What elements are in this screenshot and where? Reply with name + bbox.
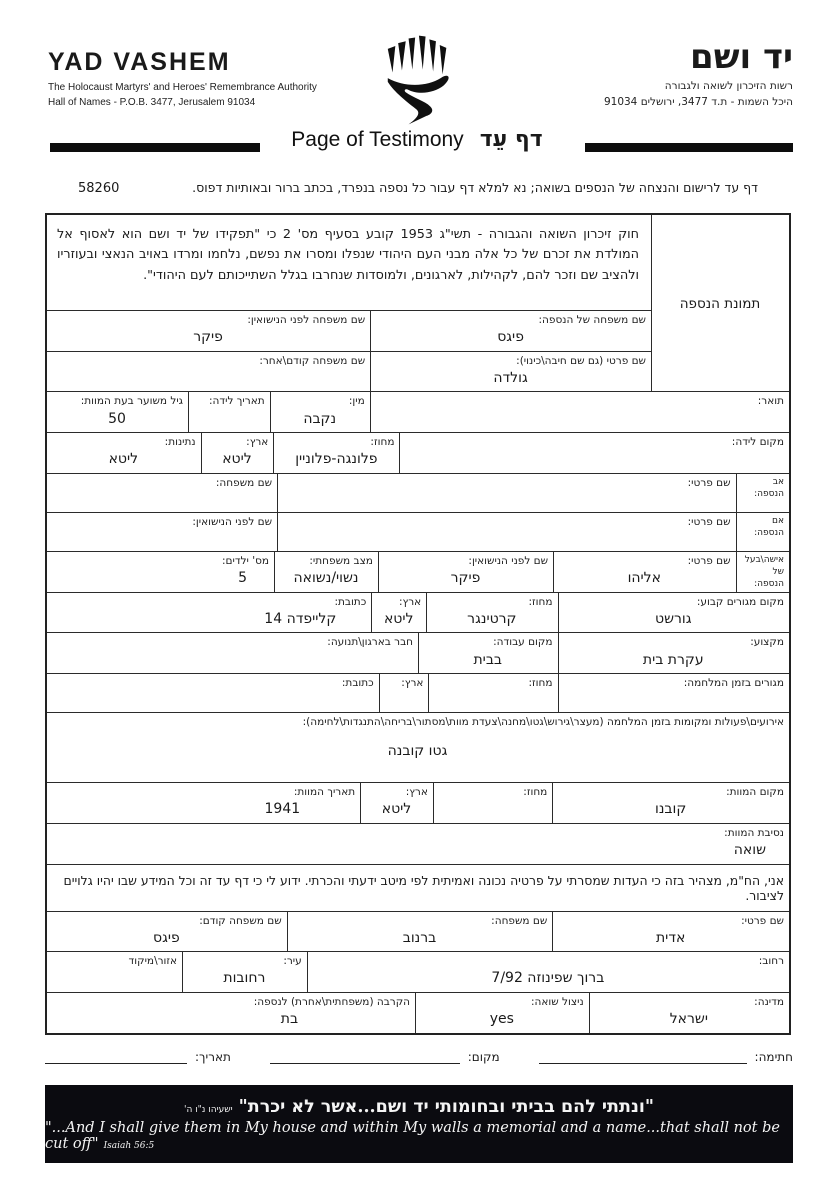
field-death-district: מחוז: — [433, 783, 552, 823]
banner-hebrew-source: ישעיהו נ"ו ה' — [183, 1104, 233, 1115]
field-birth-place: מקום לידה: — [399, 433, 789, 473]
field-previous-family-name: שם משפחה קודם\אחר: — [259, 354, 366, 367]
testimony-form — [45, 213, 791, 1035]
row-occupation — [47, 632, 789, 673]
memorial-quote-banner — [45, 1085, 793, 1163]
org-title-en: YAD VASHEM — [48, 48, 231, 76]
field-mother-first-name: שם פרטי: — [277, 513, 736, 551]
row-submitter-address — [47, 951, 789, 992]
row-wartime-events — [47, 712, 789, 782]
field-wartime-country: ארץ: — [379, 674, 429, 712]
row-first-name — [47, 351, 651, 392]
field-street: רחוב: ברוך שפינוזה 7/92 — [307, 952, 789, 992]
field-submitter-previous-family-name: שם משפחה קודם: פיגס — [152, 914, 282, 946]
field-maiden-name: שם משפחה לפני הנישואין: פיקר — [193, 314, 366, 346]
field-spouse-first-name: שם פרטי: אליהו — [553, 552, 736, 592]
signature-row — [45, 1049, 793, 1064]
field-organization-membership: חבר בארגון\תנועה: — [327, 636, 414, 649]
row-personal — [47, 391, 789, 432]
photo-label: תמונת הנספה — [679, 295, 761, 312]
form-number: 58260 — [78, 181, 120, 196]
field-workplace: מקום עבודה: בבית — [418, 633, 557, 673]
field-wartime-district: מחוז: — [428, 674, 557, 712]
date-line — [45, 1049, 187, 1064]
field-mother-maiden-name: שם לפני הנישואין: — [192, 515, 273, 528]
field-relation-to-victim: הקרבה (משפחתית\אחרת) לנספה: בת — [253, 995, 411, 1028]
row-declaration — [47, 864, 789, 911]
org-subtitle-en-2: Hall of Names - P.O.B. 3477, Jerusalem 91034 — [48, 96, 256, 108]
row-family-names — [47, 310, 651, 351]
field-spouse-maiden-name: שם לפני הנישואין: פיקר — [378, 552, 553, 592]
field-death-circumstances: נסיבת המוות: שואה — [724, 826, 784, 859]
place-line — [270, 1049, 460, 1064]
field-number-of-children: מס' ילדים: 5 — [221, 555, 270, 587]
law-text: חוק זיכרון השואה והגבורה - תשי"ג 1953 קובע בסעיף מס' 2 כי "תפקידו של יד ושם הוא לאסוף אל המולדת את זכרם של כל אלה מבני העם היהודי שנפלו ומסרו את נפשם, נלחמו ומרדו באויב הנאצי ובעוזריו ולהציב שם וזכר להם, לקהילות, לארגונים, ולמוסדות שנחרבו בגלל השתייכותם לעם היהודי". — [57, 227, 639, 283]
field-wartime-residence: מגורים בזמן המלחמה: — [558, 674, 790, 712]
field-submitter-first-name: שם פרטי: אדית — [552, 912, 789, 952]
page-title-hebrew: דף עֵד — [479, 126, 543, 152]
field-zipcode: אזור\מיקוד — [128, 955, 178, 968]
field-first-name: שם פרטי (גם שם חיבה\כינוי): גולדה — [370, 352, 651, 392]
field-wartime-events: אירועים\פעולות ומקומות בזמן המלחמה (מעצר\גירוש\גטו\מחנה\צעדת מוות\מסתור\בריחה\התנגדות\לחימה): גטו קובנה — [302, 716, 784, 760]
field-birth-date: תאריך לידה: — [188, 392, 270, 432]
field-victim-family-name: שם משפחה של הנספה: פיגס — [370, 311, 651, 351]
row-submitter-name — [47, 911, 789, 952]
field-residence-district: מחוז: קרטינגר — [426, 593, 557, 633]
signature-field: חתימה: — [539, 1049, 793, 1064]
field-father-family-name: שם משפחה: — [215, 476, 273, 489]
row-mother — [47, 512, 789, 551]
org-subtitle-he-1: רשות הזיכרון לשואה ולגבורה — [664, 80, 793, 92]
field-submitter-family-name: שם משפחה: ברנוב — [287, 912, 553, 952]
field-birth-country: ארץ: ליטא — [201, 433, 274, 473]
field-permanent-residence: מקום מגורים קבוע: גורשט — [558, 593, 790, 633]
field-father-first-name: שם פרטי: — [277, 474, 736, 512]
org-title-he: יד ושם — [690, 37, 793, 77]
field-holocaust-survivor: ניצול שואה: yes — [415, 993, 589, 1033]
date-field: תאריך: — [45, 1049, 231, 1064]
field-residence-address: כתובת: קלייפדה 14 — [264, 595, 367, 627]
banner-english-source: Isaiah 56:5 — [103, 1140, 155, 1151]
field-wartime-address: כתובת: — [341, 677, 374, 690]
declaration — [47, 865, 789, 911]
declaration-text: אני, הח"מ, מצהיר בזה כי העדות שמסרתי על פרטיה נכונה ואמיתית לפי מיטב ידעתי והכרתי. ידוע לי כי דף עד זה וכל המידע שבו יהיו גלויים לציבור. — [63, 873, 784, 904]
field-death-place: מקום המוות: קובנו — [552, 783, 789, 823]
field-marital-status: מצב משפחתי: נשוי/נשואה — [274, 552, 378, 592]
instruction-line — [78, 180, 758, 196]
row-death-circumstances — [47, 823, 789, 864]
section-father: אב הנספה: — [736, 474, 789, 512]
field-city: עיר: רחובות — [182, 952, 307, 992]
victim-photo-box — [651, 215, 789, 391]
row-birth-place — [47, 432, 789, 473]
banner-english-quote: "...And I shall give them in My house and within My walls a memorial and a name...that shall not be cut off" Isaiah 56:5 — [45, 1119, 780, 1152]
section-mother: אם הנספה: — [736, 513, 789, 551]
row-residence — [47, 592, 789, 633]
menorah-logo-icon — [384, 34, 452, 126]
field-birth-district: מחוז: פלונגה-פלוניין — [273, 433, 399, 473]
field-title: תואר: — [370, 392, 789, 432]
field-profession: מקצוע: עקרת בית — [558, 633, 790, 673]
org-subtitle-en-1: The Holocaust Martyrs' and Heroes' Remembrance Authority — [48, 82, 317, 93]
yad-vashem-english-header — [48, 48, 388, 110]
field-death-country: ארץ: ליטא — [360, 783, 433, 823]
row-submitter-country — [47, 992, 789, 1033]
row-spouse — [47, 551, 789, 592]
page-title-english: Page of Testimony — [291, 128, 464, 151]
org-subtitle-he-2: היכל השמות - ת.ד 3477, ירושלים 91034 — [603, 95, 793, 108]
signature-line — [539, 1049, 747, 1064]
section-spouse: אישה\בעל של הנספה: — [736, 552, 789, 592]
row-father — [47, 473, 789, 512]
field-gender: מין: נקבה — [270, 392, 370, 432]
field-death-date: תאריך המוות: 1941 — [264, 786, 356, 818]
banner-hebrew-quote: "ונתתי להם בביתי ובחומותי יד ושם...אשר לא יכרת"ישעיהו נ"ו ה' — [183, 1096, 655, 1117]
field-residence-country: ארץ: ליטא — [371, 593, 426, 633]
yad-vashem-hebrew-header — [493, 37, 793, 111]
field-estimated-age-at-death: גיל משוער בעת המוות: 50 — [80, 395, 184, 427]
row-death — [47, 782, 789, 823]
place-field: מקום: — [270, 1049, 500, 1064]
field-country: מדינה: ישראל — [589, 993, 789, 1033]
page-title — [0, 126, 834, 152]
top-section — [47, 215, 789, 391]
row-wartime-residence — [47, 673, 789, 712]
instruction-text: דף עד לרישום והנצחה של הנספים בשואה; נא למלא דף עבור כל נספה בנפרד, בכתב ברור ובאותיות דפוס. — [192, 180, 758, 195]
field-citizenship: נתינות: ליטא — [108, 436, 196, 468]
